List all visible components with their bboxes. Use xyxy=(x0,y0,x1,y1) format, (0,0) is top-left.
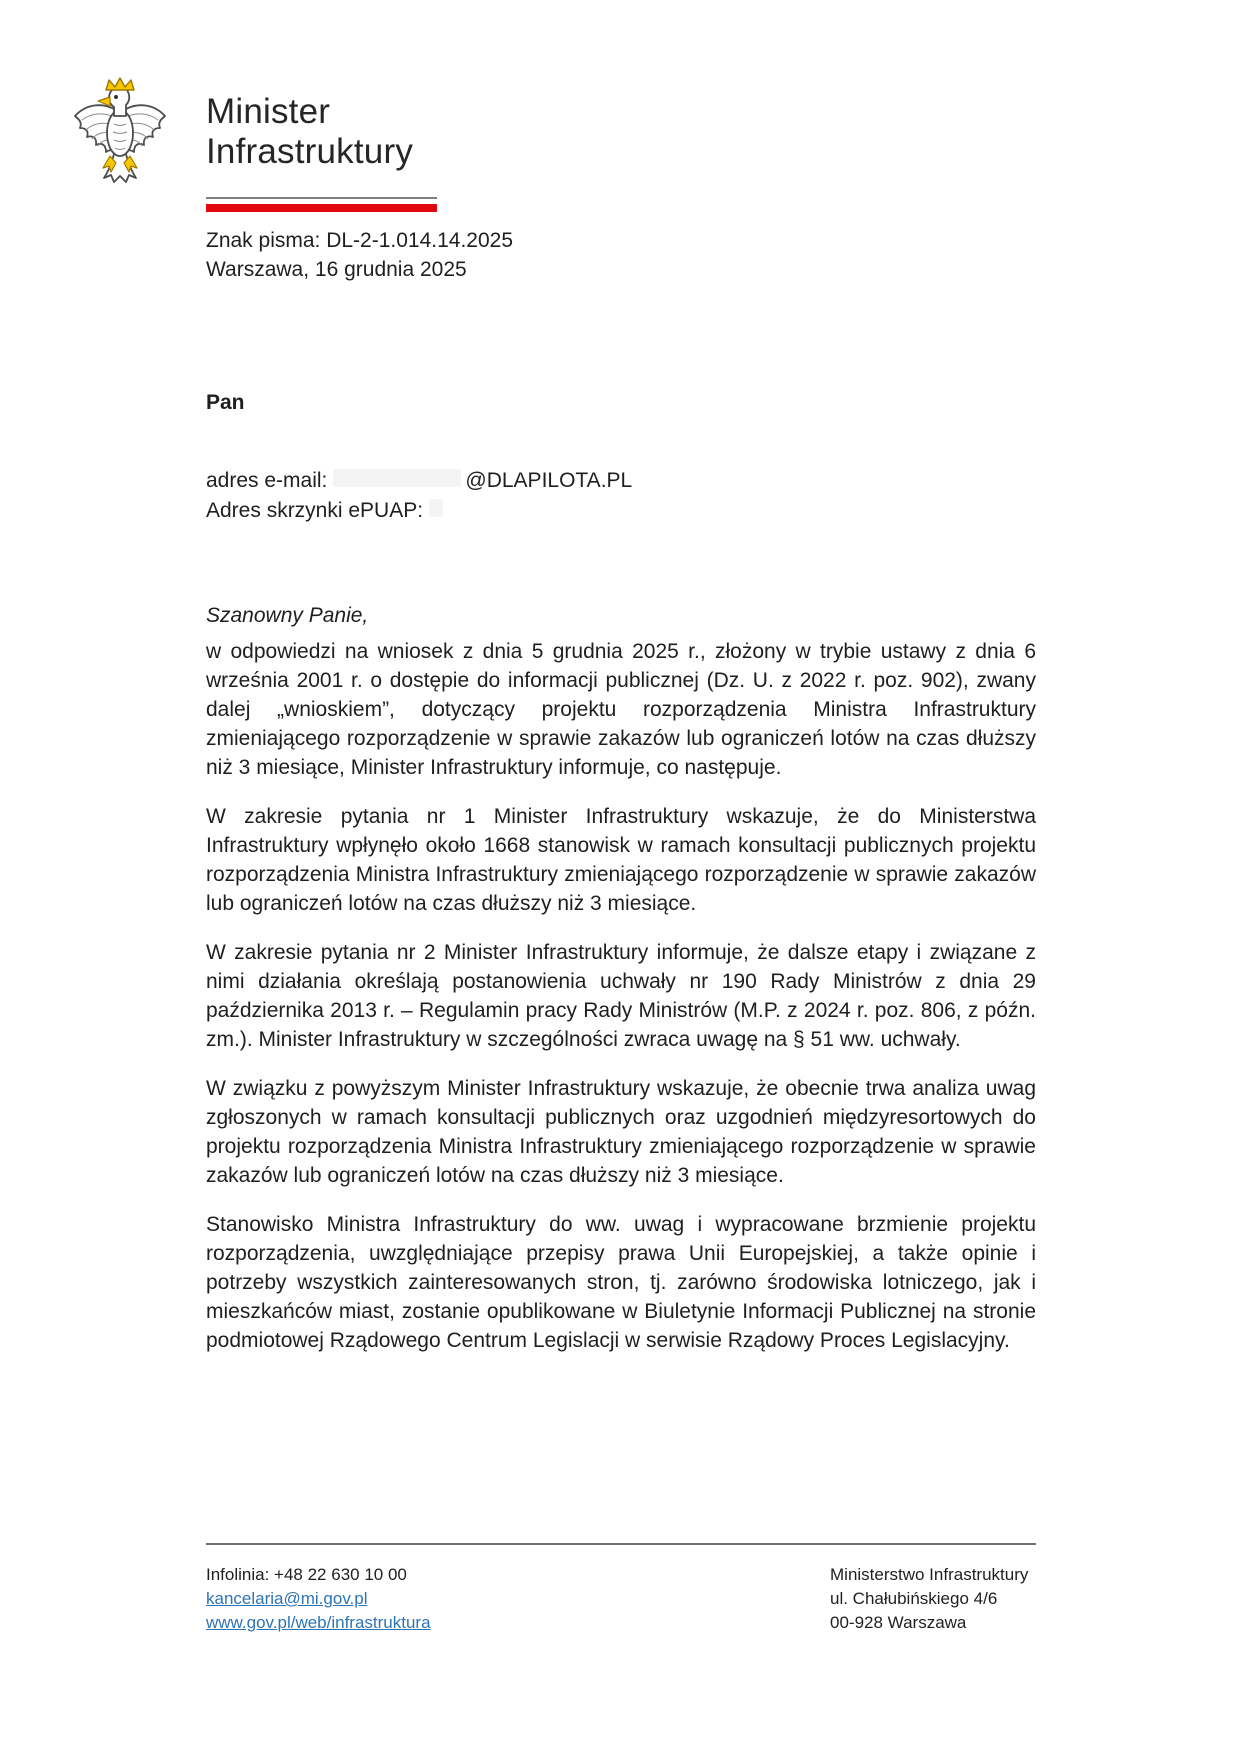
letter-body xyxy=(206,637,1036,1375)
redacted-email-local-part xyxy=(333,469,461,487)
letter-paragraph: W zakresie pytania nr 1 Minister Infrastruktury wskazuje, że do Ministerstwa Infrastruktury wpłynęło około 1668 stanowisk w ramach konsultacji publicznych projektu rozporządzenia Ministra Infrastruktury zmieniającego rozporządzenie w sprawie zakazów lub ograniczeń lotów na czas dłuższy niż 3 miesiące. xyxy=(206,805,1036,915)
recipient-email-line xyxy=(206,466,632,496)
polish-eagle-emblem-icon xyxy=(70,76,170,190)
footer-email-link[interactable]: kancelaria@mi.gov.pl xyxy=(206,1589,368,1608)
redacted-epuap-address xyxy=(429,499,443,517)
recipient-contact-block xyxy=(206,466,632,526)
letter-paragraph: w odpowiedzi na wniosek z dnia 5 grudnia 2025 r., złożony w trybie ustawy z dnia 6 września 2001 r. o dostępie do informacji publicznej (Dz. U. z 2022 r. poz. 902), zwany dalej „wnioskiem”, dotyczący projektu rozporządzenia Ministra Infrastruktury zmieniającego rozporządzenie w sprawie zakazów lub ograniczeń lotów na czas dłuższy niż 3 miesiące, Minister Infrastruktury informuje, co następuje. xyxy=(206,640,1036,779)
place-and-date: Warszawa, 16 grudnia 2025 xyxy=(206,258,467,281)
ministry-wordmark xyxy=(206,92,413,172)
footer-address-column xyxy=(830,1563,1028,1635)
header-red-rule xyxy=(206,204,437,212)
letter-greeting: Szanowny Panie, xyxy=(206,604,369,627)
letter-paragraph: W zakresie pytania nr 2 Minister Infrastruktury informuje, że dalsze etapy i związane z nimi działania określają postanowienia uchwały nr 190 Rady Ministrów z dnia 29 października 2013 r. – Regulamin pracy Rady Ministrów (M.P. z 2024 r. poz. 806, z późn. zm.). Minister Infrastruktury w szczególności zwraca uwagę na § 51 ww. uchwały. xyxy=(206,941,1036,1051)
header-gray-rule xyxy=(206,197,437,199)
email-label: adres e-mail: xyxy=(206,469,328,492)
letter-paragraph: W związku z powyższym Minister Infrastruktury wskazuje, że obecnie trwa analiza uwag zgłoszonych w ramach konsultacji publicznych oraz uzgodnień międzyresortowych do projektu rozporządzenia Ministra Infrastruktury zmieniającego rozporządzenie w sprawie zakazów lub ograniczeń lotów na czas dłuższy niż 3 miesiące. xyxy=(206,1077,1036,1187)
ministry-wordmark-line1: Minister xyxy=(206,92,331,131)
footer-street: ul. Chałubińskiego 4/6 xyxy=(830,1589,998,1608)
footer-postal-city: 00-928 Warszawa xyxy=(830,1613,967,1632)
footer-divider xyxy=(206,1543,1036,1545)
letter-meta xyxy=(206,226,513,284)
reference-number: Znak pisma: DL-2-1.014.14.2025 xyxy=(206,229,514,252)
recipient-title: Pan xyxy=(206,391,245,414)
recipient-epuap-line xyxy=(206,496,632,526)
email-domain: @DLAPILOTA.PL xyxy=(465,469,633,492)
footer-ministry-name: Ministerstwo Infrastruktury xyxy=(830,1565,1029,1584)
footer-website-link[interactable]: www.gov.pl/web/infrastruktura xyxy=(206,1613,431,1632)
footer-contact-column xyxy=(206,1563,431,1635)
letter-paragraph: Stanowisko Ministra Infrastruktury do ww. uwag i wypracowane brzmienie projektu rozporządzenia, uwzględniające przepisy prawa Unii Europejskiej, a także opinie i potrzeby wszystkich zainteresowanych stron, tj. zarówno środowiska lotniczego, jak i mieszkańców miast, zostanie opublikowane w Biuletynie Informacji Publicznej na stronie podmiotowej Rządowego Centrum Legislacji w serwisie Rządowy Proces Legislacyjny. xyxy=(206,1213,1036,1352)
footer-infoline: Infolinia: +48 22 630 10 00 xyxy=(206,1565,407,1584)
ministry-wordmark-line2: Infrastruktury xyxy=(206,132,414,171)
epuap-label: Adres skrzynki ePUAP: xyxy=(206,499,424,522)
